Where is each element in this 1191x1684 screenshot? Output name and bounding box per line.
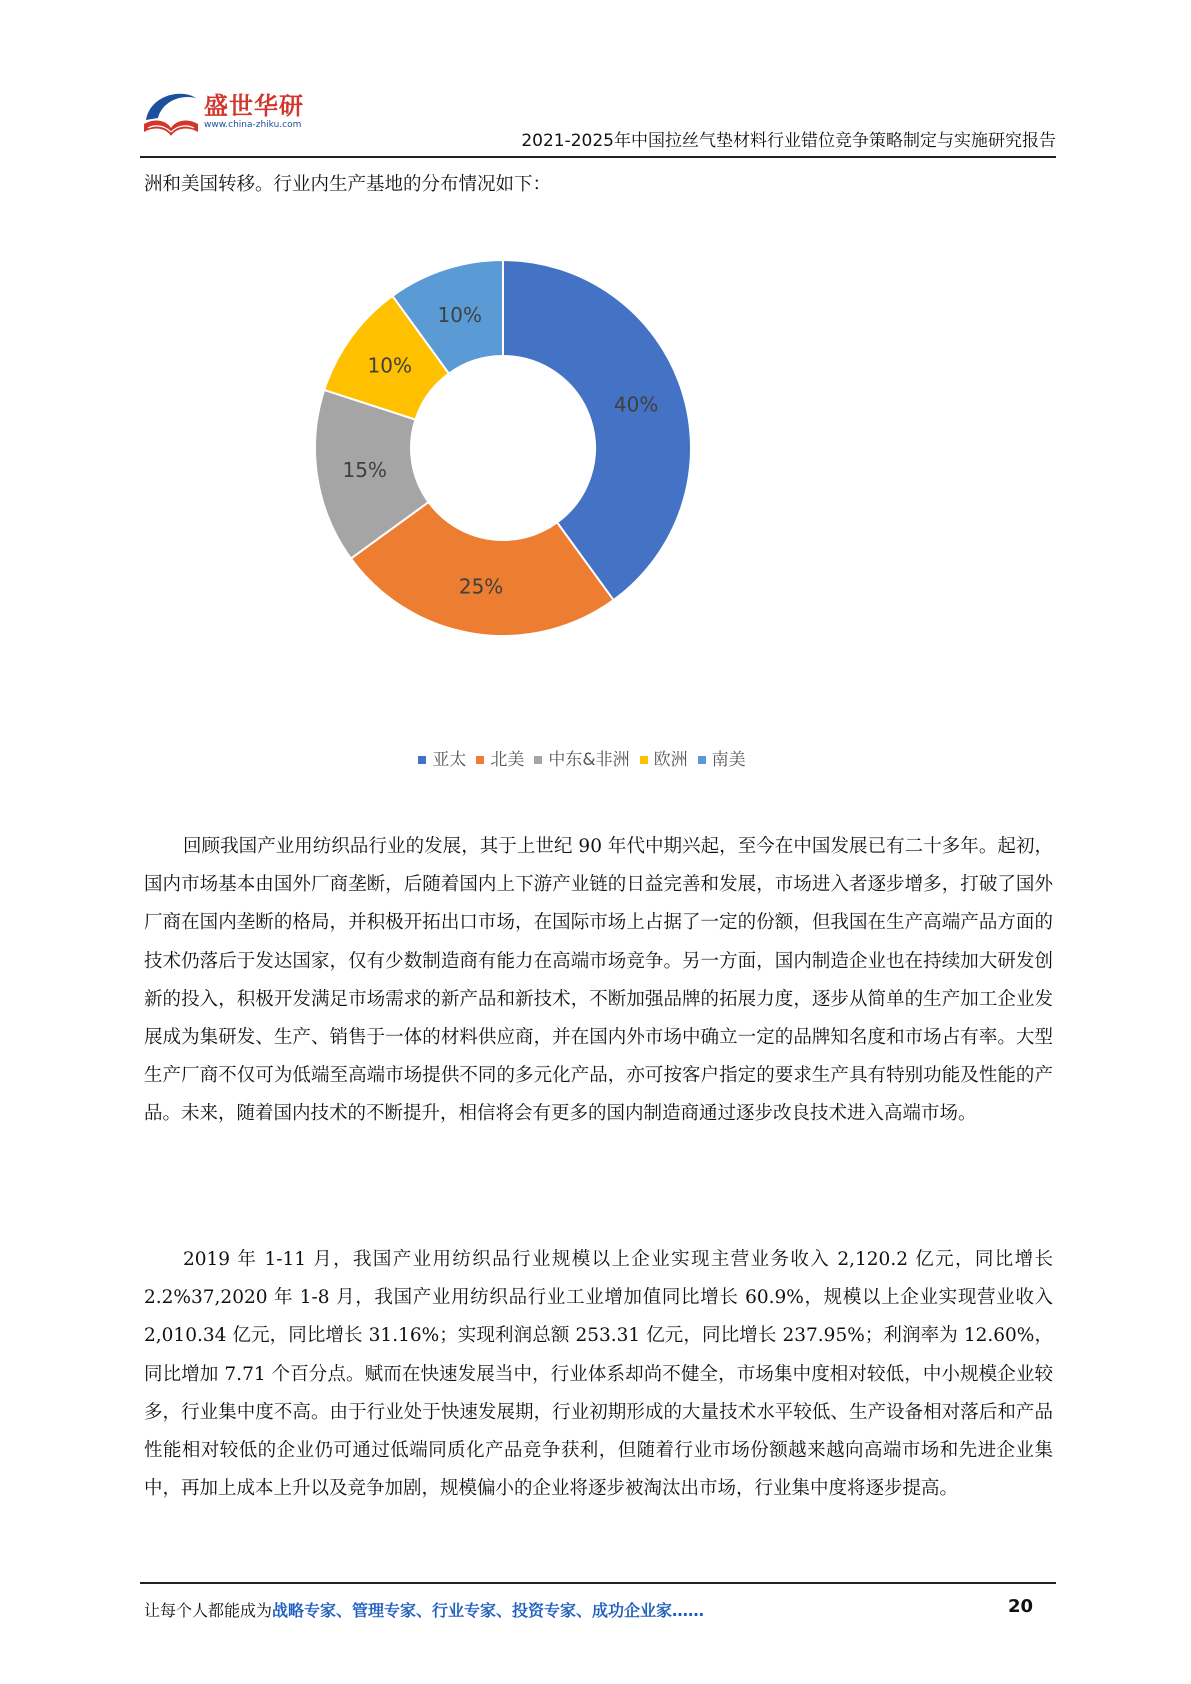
legend-item [534, 745, 629, 770]
logo-text: 盛世华研 [204, 92, 304, 120]
legend-swatch [698, 756, 706, 764]
data-label-3: 15% [342, 457, 387, 482]
data-label-1: 40% [613, 392, 659, 417]
legend-label: 北美 [490, 750, 525, 770]
footer-prefix: 让每个人都能成为 [144, 1601, 273, 1620]
report-title: 2021-2025年中国拉丝气垫材料行业错位竞争策略制定与实施研究报告 [521, 131, 1056, 151]
legend-item [640, 745, 688, 770]
legend-item [476, 745, 524, 770]
company-logo [140, 84, 320, 144]
legend-swatch [418, 756, 426, 764]
production-base-donut-chart [310, 250, 850, 800]
legend-label: 欧洲 [653, 750, 688, 770]
donut-chart-svg [310, 250, 850, 730]
legend-swatch [640, 756, 648, 764]
intro-text: 洲和美国转移。行业内生产基地的分布情况如下： [144, 174, 552, 195]
body-paragraph-2: 2019 年 1-11 月，我国产业用纺织品行业规模以上企业实现主营业务收入 2,120.2 亿元，同比增长 2.2%37,2020 年 1-8 月，我国产业用纺织品行业工业增加值同比增长 60.9%，规模以上企业实现营业收入 2,010.34 亿元，同比增长 31.16%；实现利润总额 253.31 亿元，同比增长 237.95%；利润率为 12.60%，同比增加 7.71 个百分点。赋而在快速发展当中，行业体系却尚不健全，市场集中度相对较低，中小规模企业较多，行业集中度不高。由于行业处于快速发展期，行业初期形成的大量技术水平较低、生产设备相对落后和产品性能相对较低的企业仍可通过低端同质化产品竞争获利，但随着行业市场份额越来越向高端市场和先进企业集中，再加上成本上升以及竞争加剧，规模偏小的企业将逐步被淘汰出市场，行业集中度将逐步提高。 [144, 1249, 1053, 1500]
book-logo-icon [140, 84, 202, 142]
header-divider [140, 156, 1056, 158]
legend-swatch [476, 756, 484, 764]
page-number: 20 [1008, 1596, 1034, 1617]
legend-label: 中东&非洲 [548, 750, 630, 770]
logo-url: www.china-zhiku.com [204, 120, 302, 130]
data-label-5: 10% [437, 302, 482, 327]
legend-item [418, 745, 466, 770]
footer-emphasis: 战略专家、管理专家、行业专家、投资专家、成功企业家…… [272, 1601, 705, 1620]
footer-divider [140, 1582, 1056, 1584]
legend-label: 亚太 [432, 750, 467, 770]
footer-slogan [144, 1598, 704, 1621]
legend-swatch [534, 756, 542, 764]
body-paragraph-1: 回顾我国产业用纺织品行业的发展，其于上世纪 90 年代中期兴起，至今在中国发展已有二十多年。起初，国内市场基本由国外厂商垄断，后随着国内上下游产业链的日益完善和发展，市场进入者逐步增多，打破了国外厂商在国内垄断的格局，并积极开拓出口市场，在国际市场上占据了一定的份额，但我国在生产高端产品方面的技术仍落后于发达国家，仅有少数制造商有能力在高端市场竞争。另一方面，国内制造企业也在持续加大研发创新的投入，积极开发满足市场需求的新产品和新技术，不断加强品牌的拓展力度，逐步从简单的生产加工企业发展成为集研发、生产、销售于一体的材料供应商，并在国内外市场中确立一定的品牌知名度和市场占有率。大型生产厂商不仅可为低端至高端市场提供不同的多元化产品，亦可按客户指定的要求生产具有特别功能及性能的产品。未来，随着国内技术的不断提升，相信将会有更多的国内制造商通过逐步改良技术进入高端市场。 [144, 836, 1053, 1125]
chart-legend [352, 745, 812, 770]
legend-item [698, 745, 746, 770]
legend-label: 南美 [711, 750, 746, 770]
data-label-2: 25% [458, 574, 504, 599]
page-header [140, 78, 1056, 158]
data-label-4: 10% [367, 353, 412, 378]
